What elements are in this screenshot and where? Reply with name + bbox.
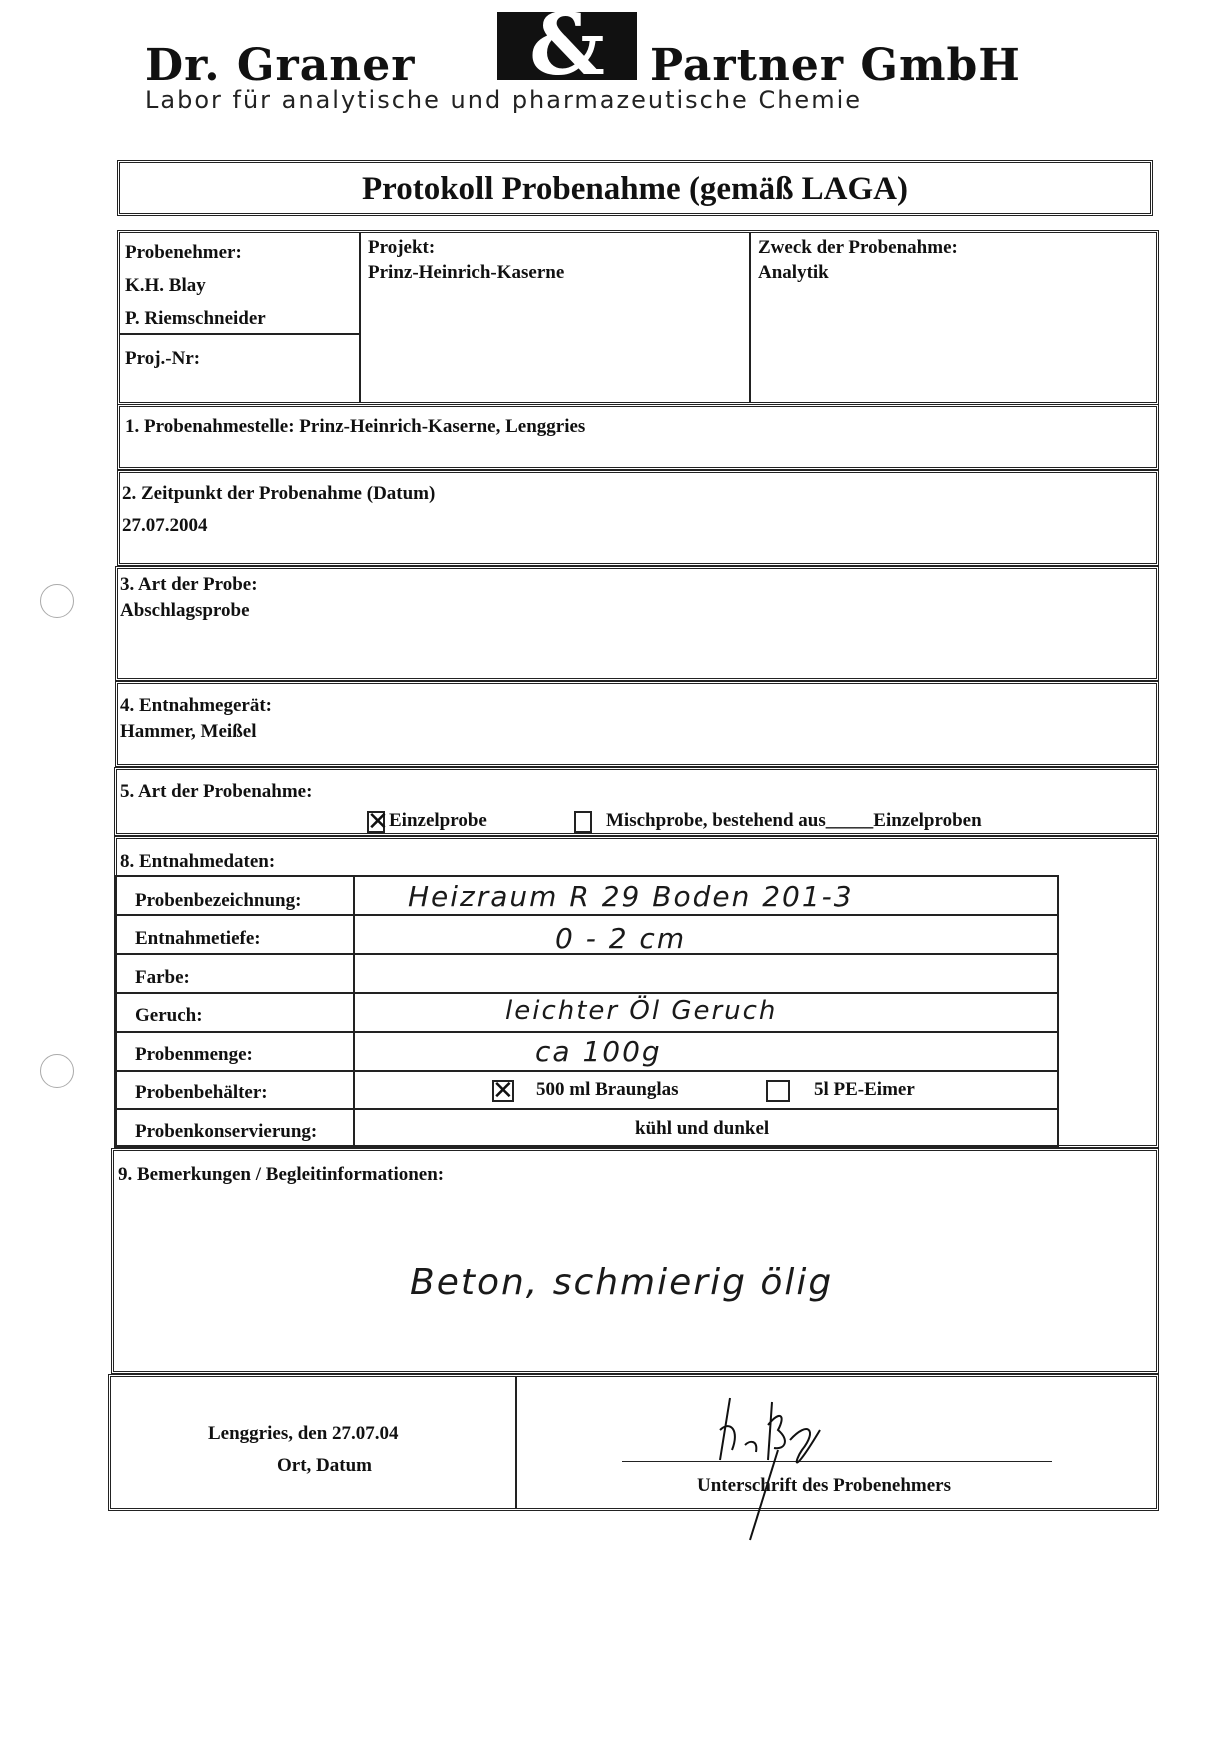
table-row: Entnahmetiefe: [135, 928, 261, 949]
projnr-label: Proj.-Nr: [125, 348, 201, 369]
table-row: Probenbehälter: [135, 1082, 268, 1103]
probenehmer-name-1: K.H. Blay [125, 275, 206, 296]
pe-eimer-checkbox[interactable] [766, 1080, 790, 1102]
art-probenahme-label: 5. Art der Probenahme: [120, 781, 313, 802]
art-probe-value: Abschlagsprobe [120, 600, 250, 621]
form-title-box [117, 160, 1153, 216]
zweck-label: Zweck der Probenahme: [758, 237, 958, 258]
table-row: Probenmenge: [135, 1044, 253, 1065]
einzelprobe-option[interactable] [367, 807, 487, 838]
entnahmegeraet-label: 4. Entnahmegerät: [120, 695, 272, 716]
probenmenge-value: ca 100g [535, 1035, 662, 1068]
check-x-icon: ✕ [492, 1076, 514, 1107]
check-x-icon: ✕ [367, 807, 389, 838]
table-row: Geruch: [135, 1005, 203, 1026]
signature-image [690, 1390, 860, 1550]
punch-hole-top [40, 584, 74, 618]
mischprobe-checkbox[interactable] [574, 811, 592, 833]
ampersand-logo: & [497, 12, 637, 80]
pe-eimer-option[interactable] [766, 1077, 915, 1103]
company-subtitle: Labor für analytische und pharmazeutische Chemie [145, 86, 862, 114]
zeitpunkt-value: 27.07.2004 [122, 515, 208, 536]
mischprobe-label: Mischprobe, bestehend aus [606, 810, 826, 831]
punch-hole-bottom [40, 1054, 74, 1088]
company-name-left: Dr. Graner [145, 40, 416, 91]
einzelprobe-checkbox[interactable] [367, 807, 389, 838]
entnahmedaten-label: 8. Entnahmedaten: [120, 851, 276, 872]
art-probe-label: 3. Art der Probe: [120, 574, 258, 595]
table-row: Probenkonservierung: [135, 1121, 318, 1142]
table-row: Farbe: [135, 967, 190, 988]
projekt-label: Projekt: [368, 237, 436, 258]
company-name-right: Partner GmbH [650, 40, 1021, 91]
header-block [117, 230, 1159, 405]
entnahmegeraet-value: Hammer, Meißel [120, 721, 257, 742]
mischprobe-blank: _____ [825, 810, 874, 831]
braunglas-option[interactable] [492, 1076, 679, 1107]
zweck-value: Analytik [758, 262, 829, 283]
section-3-box [115, 566, 1159, 681]
mischprobe-option[interactable] [574, 808, 982, 834]
braunglas-label: 500 ml Braunglas [536, 1079, 679, 1100]
geruch-value: leichter Öl Geruch [505, 996, 778, 1026]
braunglas-checkbox[interactable] [492, 1076, 514, 1107]
mischprobe-suffix: Einzelproben [873, 810, 982, 831]
table-row: Probenbezeichnung: [135, 890, 302, 911]
probenbezeichnung-value: Heizraum R 29 Boden 201-3 [408, 880, 854, 913]
bemerkungen-label: 9. Bemerkungen / Begleitinformationen: [118, 1164, 445, 1185]
pe-eimer-label: 5l PE-Eimer [814, 1079, 915, 1100]
bemerkungen-value: Beton, schmierig ölig [410, 1262, 834, 1303]
probenehmer-name-2: P. Riemschneider [125, 308, 266, 329]
projekt-value: Prinz-Heinrich-Kaserne [368, 262, 565, 283]
zeitpunkt-label: 2. Zeitpunkt der Probenahme (Datum) [122, 483, 436, 504]
ort-datum-value: Lenggries, den 27.07.04 [208, 1423, 399, 1444]
signature-label: Unterschrift des Probenehmers [697, 1475, 951, 1496]
probenahmestelle: 1. Probenahmestelle: Prinz-Heinrich-Kaserne, Lenggries [125, 416, 586, 437]
form-title: Protokoll Probenahme (gemäß LAGA) [362, 171, 908, 207]
konservierung-value: kühl und dunkel [635, 1118, 770, 1139]
entnahmetiefe-value: 0 - 2 cm [555, 922, 687, 955]
einzelprobe-label: Einzelprobe [389, 810, 487, 831]
ort-datum-label: Ort, Datum [277, 1455, 372, 1476]
probenehmer-label: Probenehmer: [125, 242, 242, 263]
